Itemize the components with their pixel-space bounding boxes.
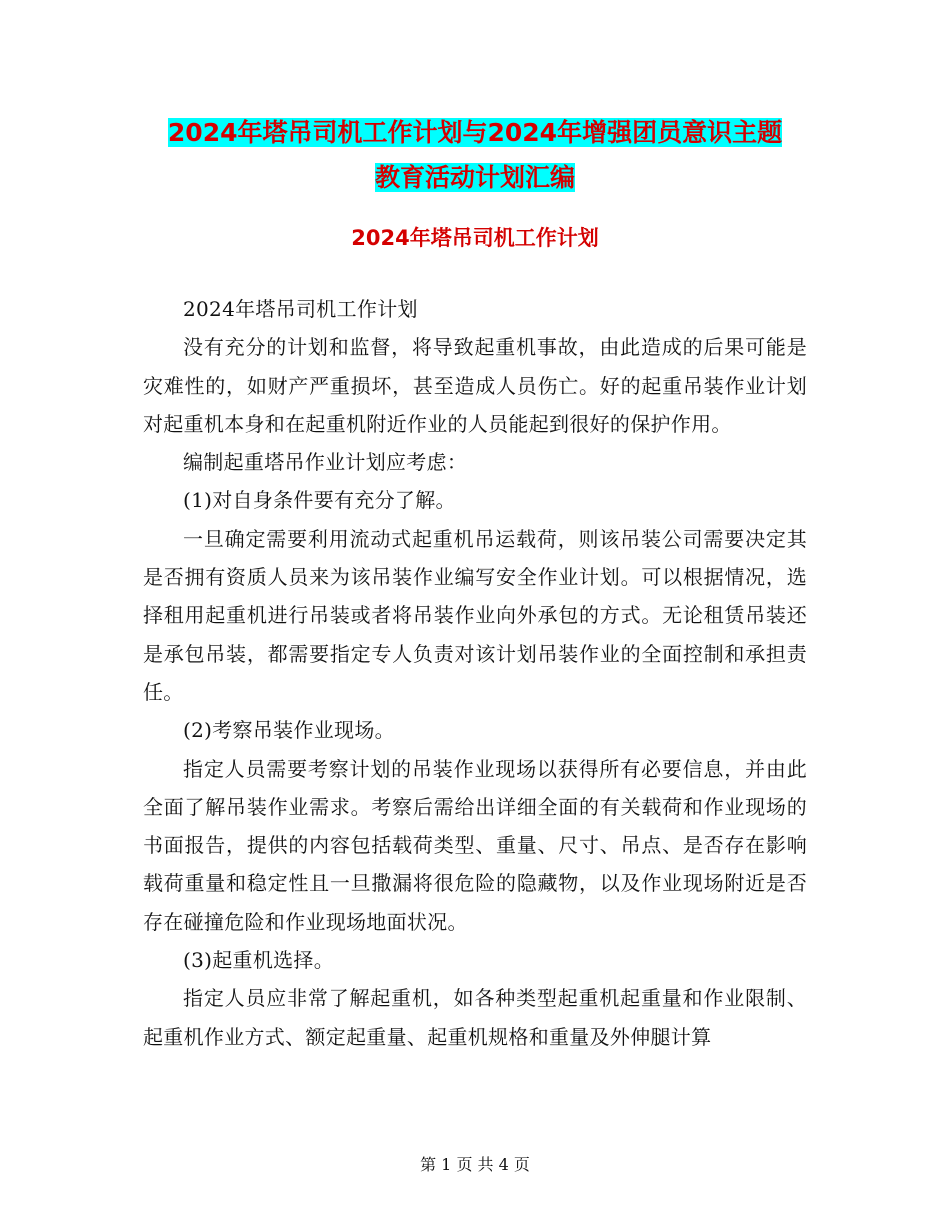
section-title: 2024年塔吊司机工作计划 <box>351 226 599 250</box>
paragraph: 没有充分的计划和监督，将导致起重机事故，由此造成的后果可能是灾难性的，如财产严重损坏，甚至造成人员伤亡。好的起重吊装作业计划对起重机本身和在起重机附近作业的人员能起到很好的保护作用。 <box>143 335 807 436</box>
paragraph: (2)考察吊装作业现场。 <box>183 718 395 743</box>
document-title-line-2: 教育活动计划汇编 <box>374 163 575 192</box>
paragraph: (1)对自身条件要有充分了解。 <box>183 488 456 513</box>
document-title-line-1: 2024年塔吊司机工作计划与2024年增强团员意识主题 <box>167 118 783 147</box>
document-body <box>143 290 807 1056</box>
paragraph: 指定人员应非常了解起重机，如各种类型起重机起重量和作业限制、起重机作业方式、额定起重量、起重机规格和重量及外伸腿计算 <box>143 986 807 1049</box>
paragraph: (3)起重机选择。 <box>183 948 335 973</box>
paragraph: 指定人员需要考察计划的吊装作业现场以获得所有必要信息，并由此全面了解吊装作业需求。考察后需给出详细全面的有关载荷和作业现场的书面报告，提供的内容包括载荷类型、重量、尺寸、吊点、是否存在影响载荷重量和稳定性且一旦撒漏将很危险的隐藏物，以及作业现场附近是否存在碰撞危险和作业现场地面状况。 <box>143 756 807 934</box>
paragraph: 2024年塔吊司机工作计划 <box>183 297 418 321</box>
paragraph: 编制起重塔吊作业计划应考虑： <box>183 450 468 475</box>
document-title <box>143 110 807 200</box>
page-footer: 第 1 页 共 4 页 <box>420 1155 530 1174</box>
paragraph: 一旦确定需要利用流动式起重机吊运载荷，则该吊装公司需要决定其是否拥有资质人员来为该吊装作业编写安全作业计划。可以根据情况，选择租用起重机进行吊装或者将吊装作业向外承包的方式。无论租赁吊装还是承包吊装，都需要指定专人负责对该计划吊装作业的全面控制和承担责任。 <box>143 526 807 704</box>
